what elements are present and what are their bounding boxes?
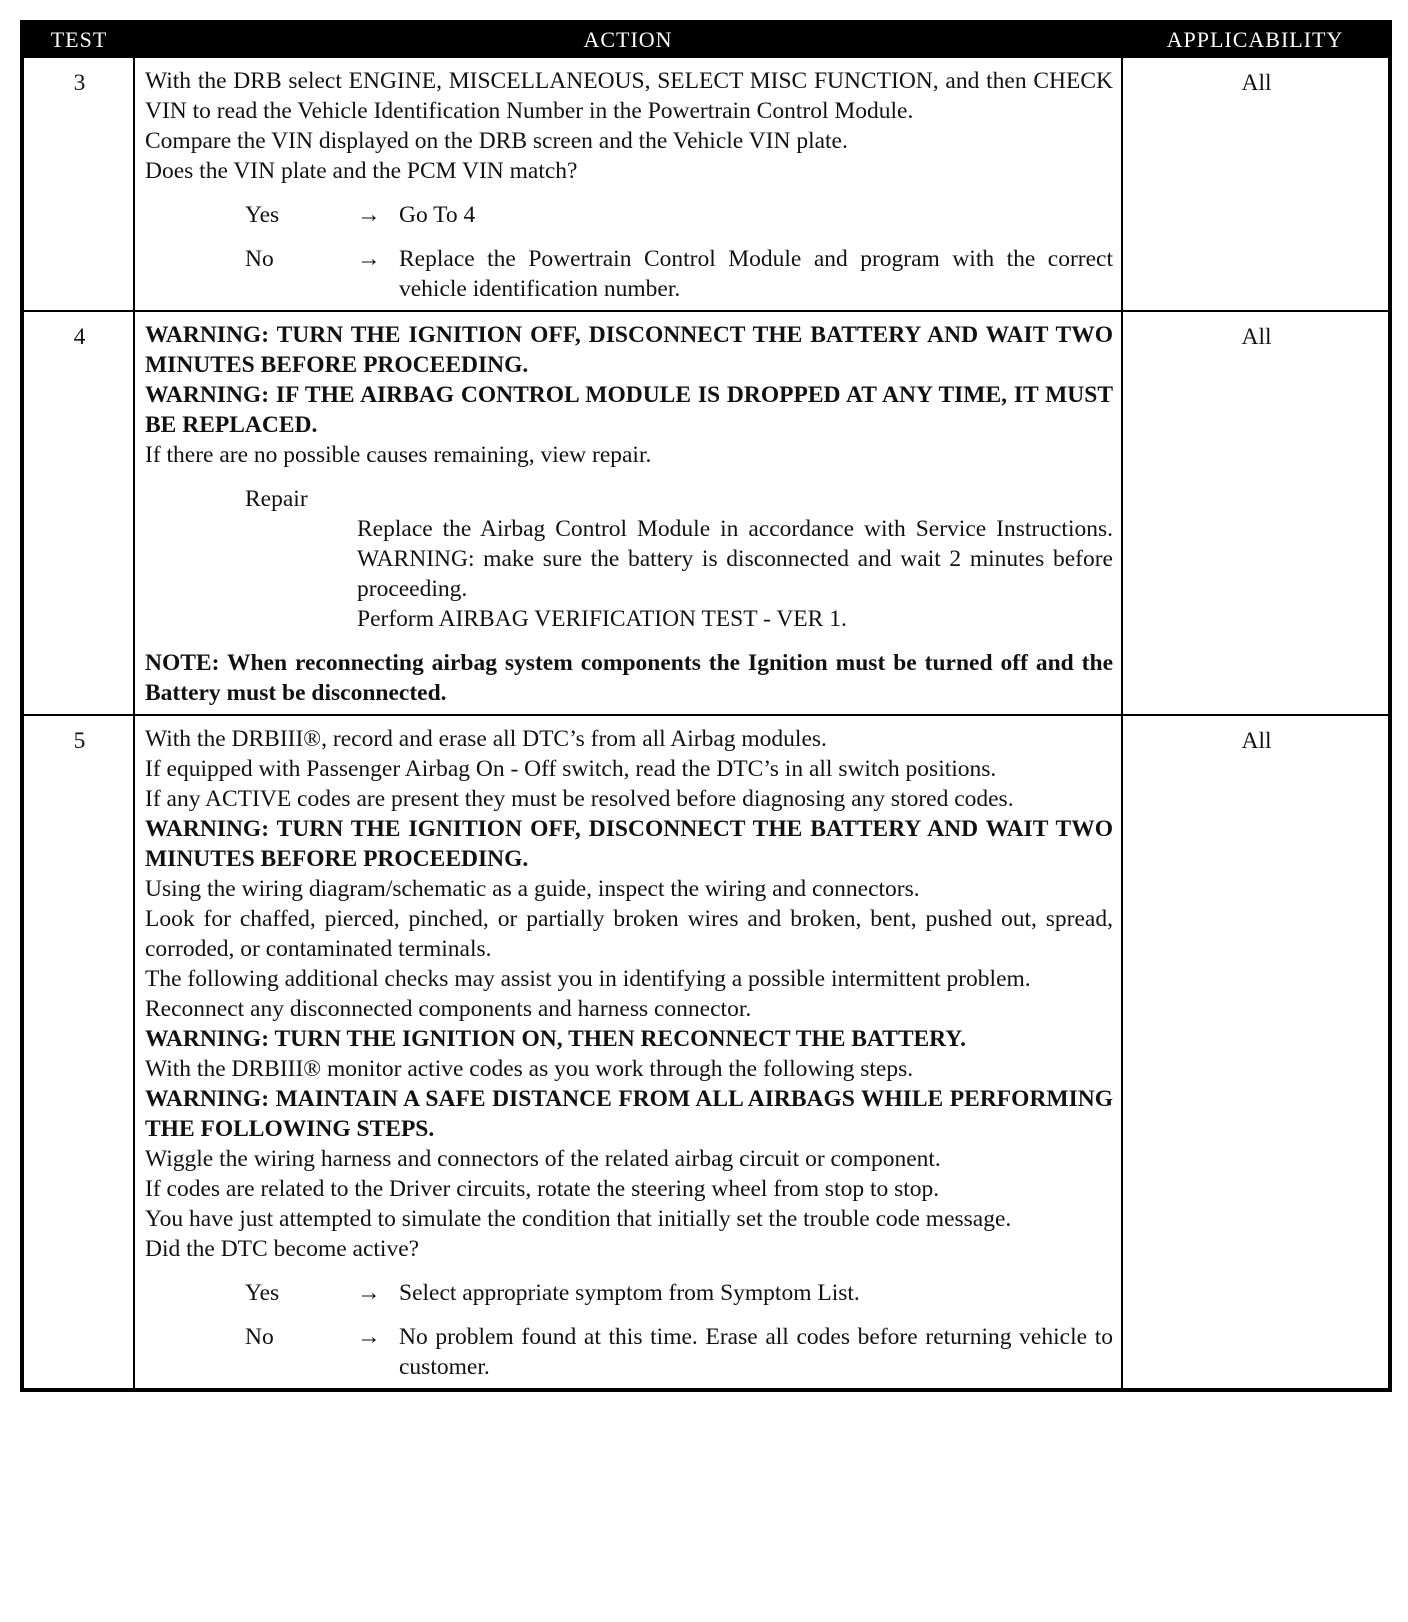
choice-answer: No: [245, 1324, 274, 1350]
action-cell: [134, 57, 1122, 311]
choice-result: Select appropriate symptom from Symptom List.: [399, 1280, 860, 1306]
header-action: ACTION: [134, 22, 1122, 57]
action-line: Look for chaffed, pierced, pinched, or partially broken wires and broken, bent, pushed out, spread, corroded, or contaminated terminals.: [145, 906, 1113, 962]
action-line: Compare the VIN displayed on the DRB screen and the Vehicle VIN plate.: [145, 128, 848, 154]
action-line: Did the DTC become active?: [145, 1236, 420, 1262]
arrow-right-icon: →: [357, 246, 381, 272]
action-line: With the DRB select ENGINE, MISCELLANEOUS, SELECT MISC FUNCTION, and then CHECK VIN to read the Vehicle Identification Number in the Powertrain Control Module.: [145, 68, 1113, 124]
test-number: 5: [22, 715, 134, 1390]
repair-line: Replace the Airbag Control Module in accordance with Service Instructions. WARNING: make sure the battery is disconnected and wait 2 minutes before proceeding.: [357, 516, 1113, 602]
action-line: The following additional checks may assist you in identifying a possible intermittent problem.: [145, 966, 1031, 992]
action-line: Does the VIN plate and the PCM VIN match?: [145, 158, 578, 184]
choice-answer: Yes: [245, 1280, 280, 1306]
choice-result: No problem found at this time. Erase all codes before returning vehicle to customer.: [399, 1324, 1113, 1380]
page: [20, 20, 1388, 1600]
repair-body: [145, 514, 1113, 634]
action-line: Reconnect any disconnected components and harness connector.: [145, 996, 752, 1022]
test-number: 4: [22, 311, 134, 715]
action-cell: [134, 715, 1122, 1390]
action-line: With the DRBIII®, record and erase all DTC’s from all Airbag modules.: [145, 726, 827, 752]
arrow-right-icon: →: [357, 202, 381, 228]
choice-result: Go To 4: [399, 202, 476, 228]
table-row: [22, 715, 1390, 1390]
choice-no: [145, 1322, 1113, 1382]
choice-answer: Yes: [245, 202, 280, 228]
action-line: With the DRBIII® monitor active codes as you work through the following steps.: [145, 1056, 914, 1082]
repair-label: Repair: [245, 486, 308, 512]
action-line: If equipped with Passenger Airbag On - Off switch, read the DTC’s in all switch positions.: [145, 756, 997, 782]
action-cell: [134, 311, 1122, 715]
applicability: All: [1122, 715, 1390, 1390]
action-line: If there are no possible causes remaining, view repair.: [145, 442, 652, 468]
action-line: You have just attempted to simulate the condition that initially set the trouble code message.: [145, 1206, 1012, 1232]
action-line: If any ACTIVE codes are present they must be resolved before diagnosing any stored codes.: [145, 786, 1014, 812]
header-test: TEST: [22, 22, 134, 57]
arrow-right-icon: →: [357, 1280, 381, 1306]
choice-no: [145, 244, 1113, 304]
action-line: If codes are related to the Driver circuits, rotate the steering wheel from stop to stop.: [145, 1176, 940, 1202]
choice-yes: [145, 1278, 1113, 1308]
choice-answer: No: [245, 246, 274, 272]
action-lines: [145, 724, 1113, 1264]
arrow-right-icon: →: [357, 1324, 381, 1350]
note-text: NOTE: When reconnecting airbag system components the Ignition must be turned off and the Battery must be disconnected.: [145, 650, 1113, 706]
warning-text: WARNING: TURN THE IGNITION OFF, DISCONNECT THE BATTERY AND WAIT TWO MINUTES BEFORE PROCEEDING.: [145, 322, 1113, 378]
action-line: Using the wiring diagram/schematic as a guide, inspect the wiring and connectors.: [145, 876, 920, 902]
table-row: [22, 311, 1390, 715]
table-row: [22, 57, 1390, 311]
choice-yes: [145, 200, 1113, 230]
warning-text: WARNING: MAINTAIN A SAFE DISTANCE FROM ALL AIRBAGS WHILE PERFORMING THE FOLLOWING STEPS.: [145, 1086, 1113, 1142]
action-line: Wiggle the wiring harness and connectors of the related airbag circuit or component.: [145, 1146, 941, 1172]
header-row: [22, 22, 1390, 57]
repair-line: Perform AIRBAG VERIFICATION TEST - VER 1.: [357, 606, 847, 632]
warning-text: WARNING: TURN THE IGNITION ON, THEN RECONNECT THE BATTERY.: [145, 1026, 966, 1052]
applicability: All: [1122, 57, 1390, 311]
diagnostic-table: [20, 20, 1392, 1392]
test-number: 3: [22, 57, 134, 311]
choice-result: Replace the Powertrain Control Module and program with the correct vehicle identification number.: [399, 246, 1113, 302]
applicability: All: [1122, 311, 1390, 715]
warning-text: WARNING: TURN THE IGNITION OFF, DISCONNECT THE BATTERY AND WAIT TWO MINUTES BEFORE PROCEEDING.: [145, 816, 1113, 872]
warning-text: WARNING: IF THE AIRBAG CONTROL MODULE IS DROPPED AT ANY TIME, IT MUST BE REPLACED.: [145, 382, 1113, 438]
header-applicability: APPLICABILITY: [1122, 22, 1390, 57]
